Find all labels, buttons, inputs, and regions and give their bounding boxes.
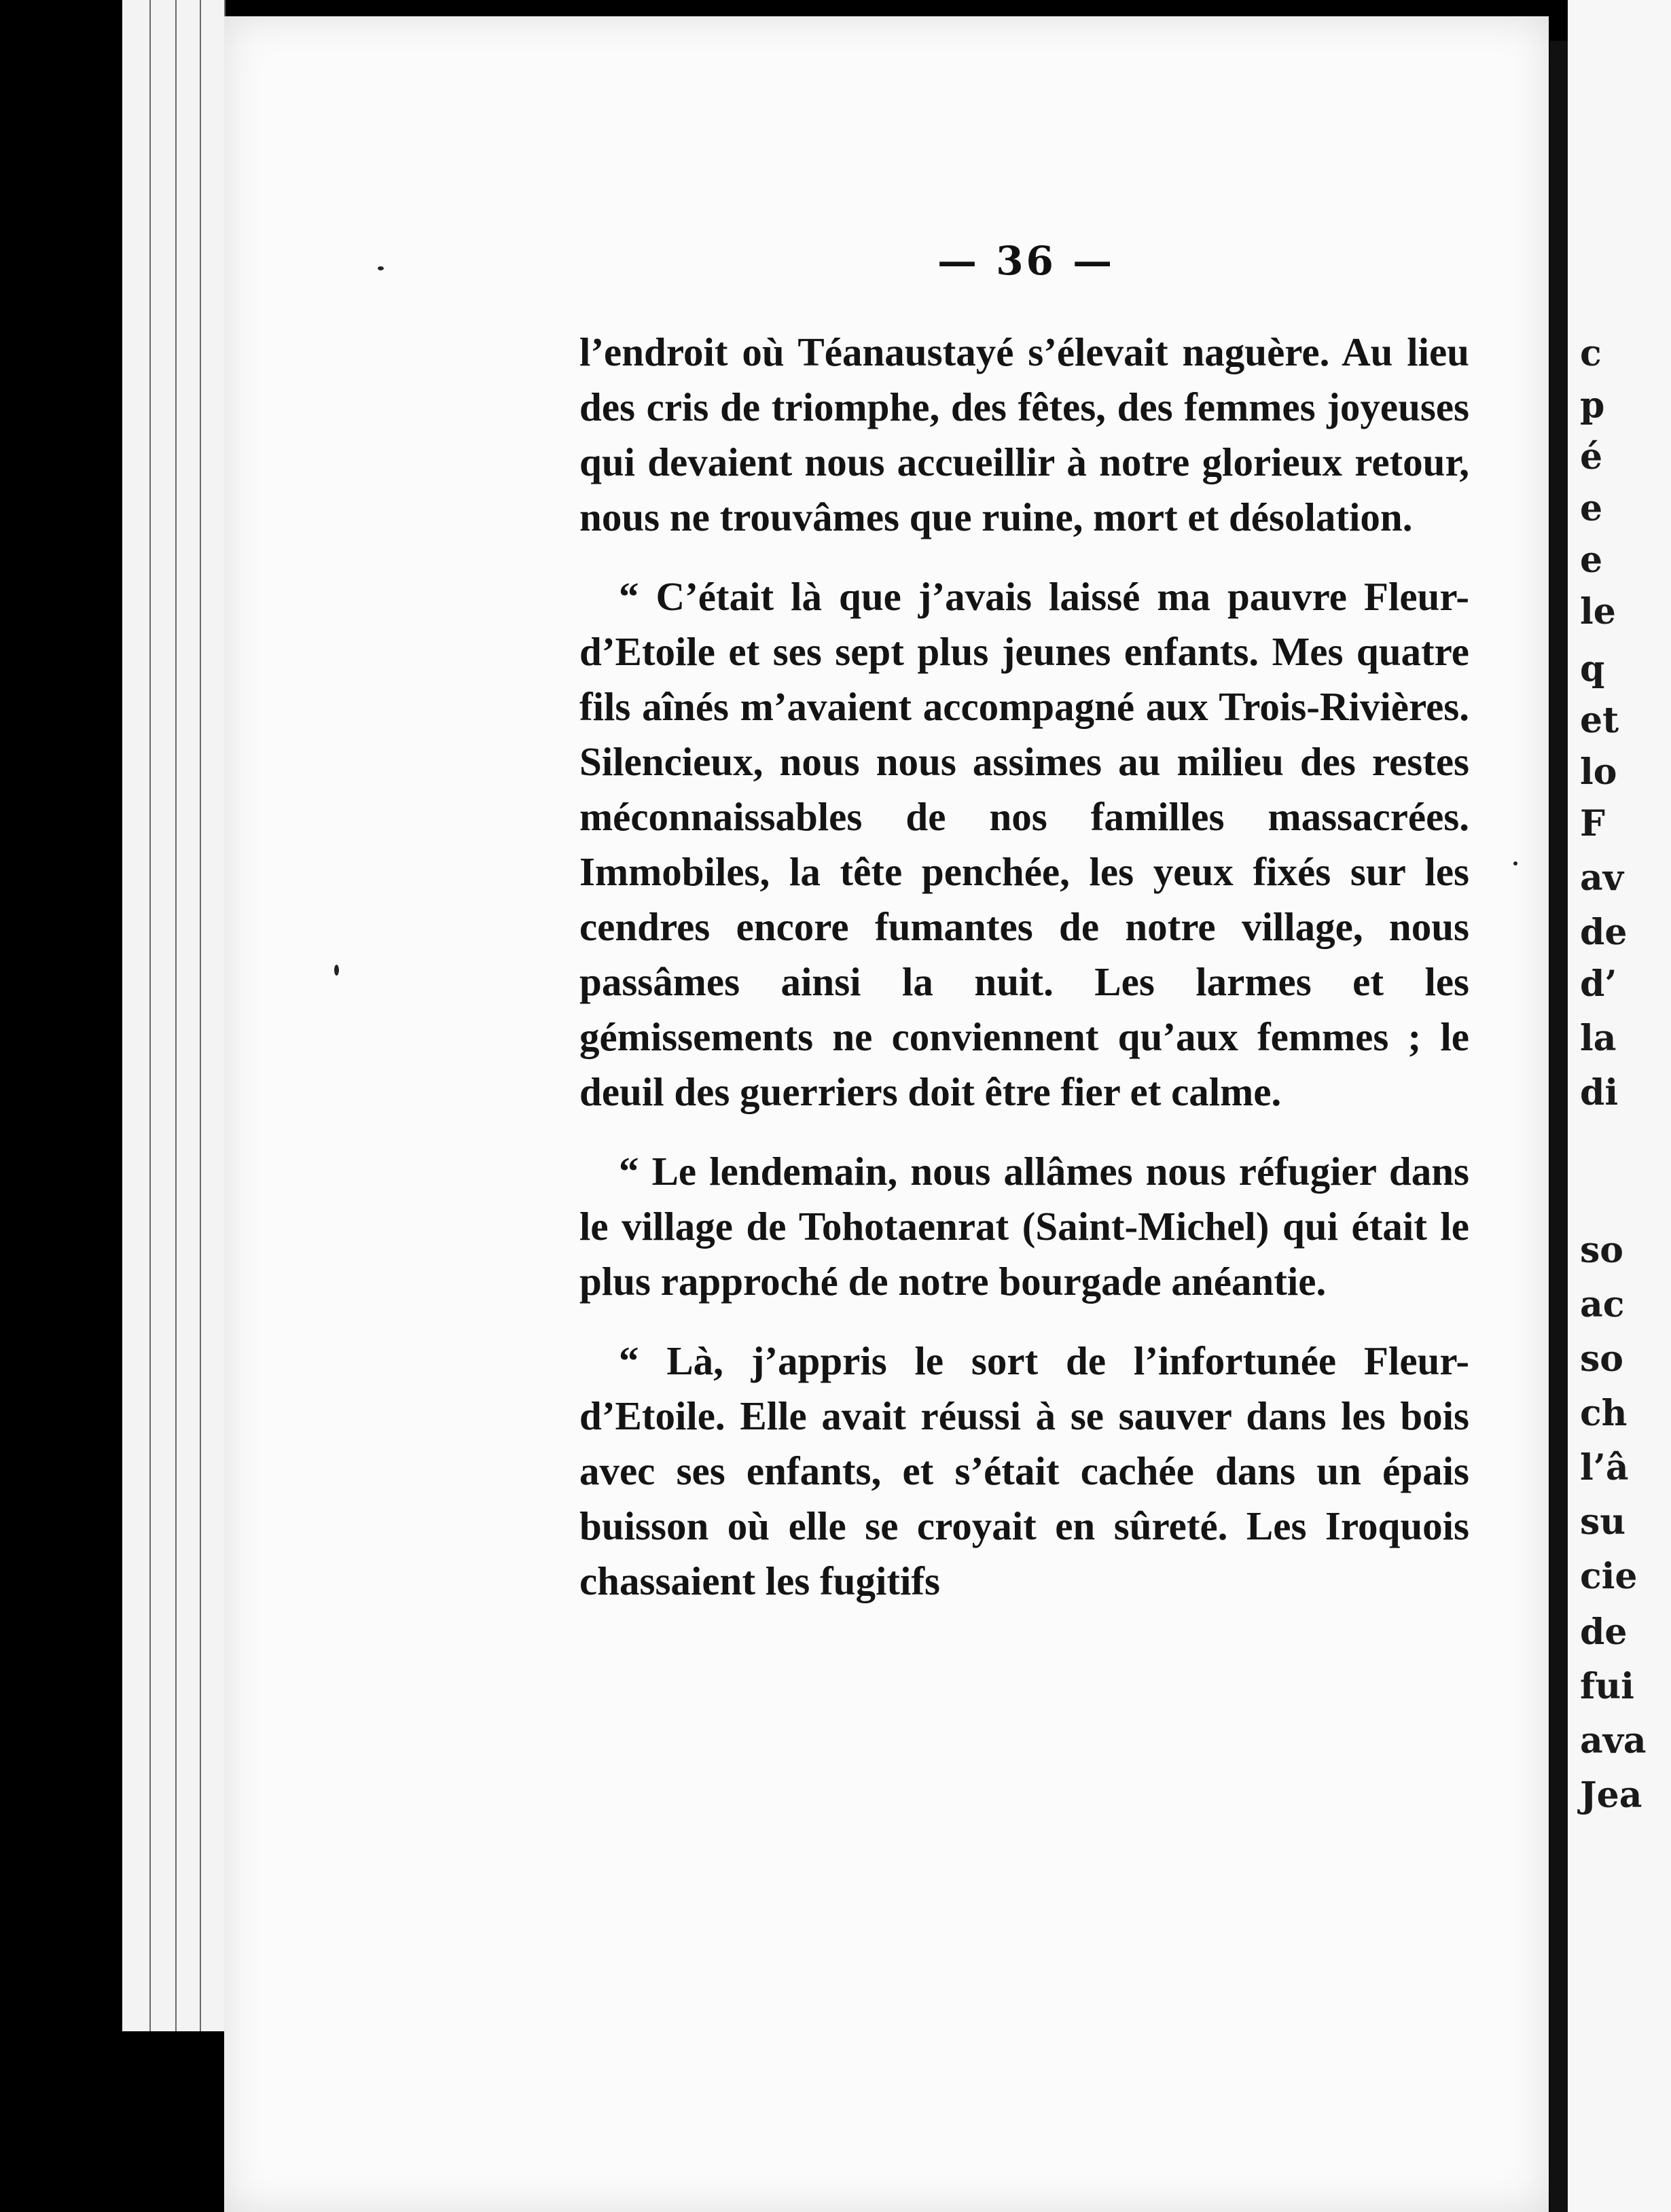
facing-text-fragment: ch [1580, 1393, 1628, 1434]
facing-text-fragment: é [1580, 436, 1603, 478]
facing-text-fragment: so [1580, 1230, 1623, 1271]
paragraph: l’endroit où Téanaustayé s’élevait naguère. Au lieu des cris de triomphe, des fêtes, des femmes joyeuses qui devaient nous accueillir à notre glorieux retour, nous ne trouvâmes que ruine, mort et désolation. [579, 329, 1469, 539]
facing-text-fragment: de [1580, 1611, 1628, 1653]
facing-text-fragment: cie [1580, 1556, 1638, 1597]
facing-text-fragment: F [1580, 803, 1605, 844]
facing-text-fragment: le [1580, 591, 1616, 632]
facing-text-fragment: di [1580, 1072, 1619, 1113]
ink-speck [1513, 861, 1517, 866]
ink-speck [378, 266, 384, 270]
page-edge [177, 0, 201, 2031]
paragraph: “ C’était là que j’avais laissé ma pauvre Fleur-d’Etoile et ses sept plus jeunes enfants. Mes quatre fils aînés m’avaient accompagné aux Trois-Rivières. Silencieux, nous nous assimes au milieu des restes méconnaissables de nos familles massacrées. Immobiles, la tête penchée, les yeux fixés sur les cendres encore fumantes de notre village, nous passâmes ainsi la nuit. Les larmes et les gémissements ne conviennent qu’aux femmes ; le deuil des guerriers doit être fier et calme. [579, 574, 1469, 1114]
facing-text-fragment: e [1580, 539, 1603, 581]
paragraph: “ Le lendemain, nous allâmes nous réfugier dans le village de Tohotaenrat (Saint-Michel) qui était le plus rapproché de notre bourgade anéantie. [579, 1149, 1469, 1304]
facing-text-fragment: fui [1580, 1666, 1634, 1707]
facing-text-fragment: de [1580, 912, 1628, 953]
page-edge [122, 0, 151, 2031]
body-text [579, 325, 1469, 1609]
paragraph: “ Là, j’appris le sort de l’infortunée Fleur-d’Etoile. Elle avait réussi à se sauver dans les bois avec ses enfants, et s’était cachée dans un épais buisson où elle se croyait en sûreté. Les Iroquois chassaient les fugitifs [579, 1338, 1469, 1603]
facing-text-fragment: q [1580, 648, 1605, 690]
facing-text-fragment: su [1580, 1501, 1626, 1543]
facing-text-fragment: p [1580, 385, 1605, 426]
page-number: — 36 — [937, 238, 1115, 284]
ink-speck [334, 965, 339, 976]
facing-text-fragment: d’ [1580, 963, 1617, 1005]
facing-text-fragment: et [1580, 700, 1619, 741]
facing-text-fragment: c [1580, 333, 1602, 374]
facing-text-fragment: l’â [1580, 1447, 1629, 1488]
facing-text-fragment: av [1580, 857, 1623, 899]
facing-page [1568, 0, 1671, 2212]
book-gutter [1550, 41, 1568, 2212]
facing-text-fragment: so [1580, 1338, 1623, 1380]
page-edge [201, 0, 226, 2031]
facing-text-fragment: la [1580, 1018, 1617, 1059]
page-edge [151, 0, 177, 2031]
facing-text-fragment: ac [1580, 1284, 1625, 1325]
facing-text-fragment: e [1580, 488, 1603, 529]
facing-text-fragment: Jea [1580, 1774, 1642, 1816]
facing-text-fragment: lo [1580, 751, 1617, 793]
facing-text-fragment: ava [1580, 1720, 1647, 1762]
